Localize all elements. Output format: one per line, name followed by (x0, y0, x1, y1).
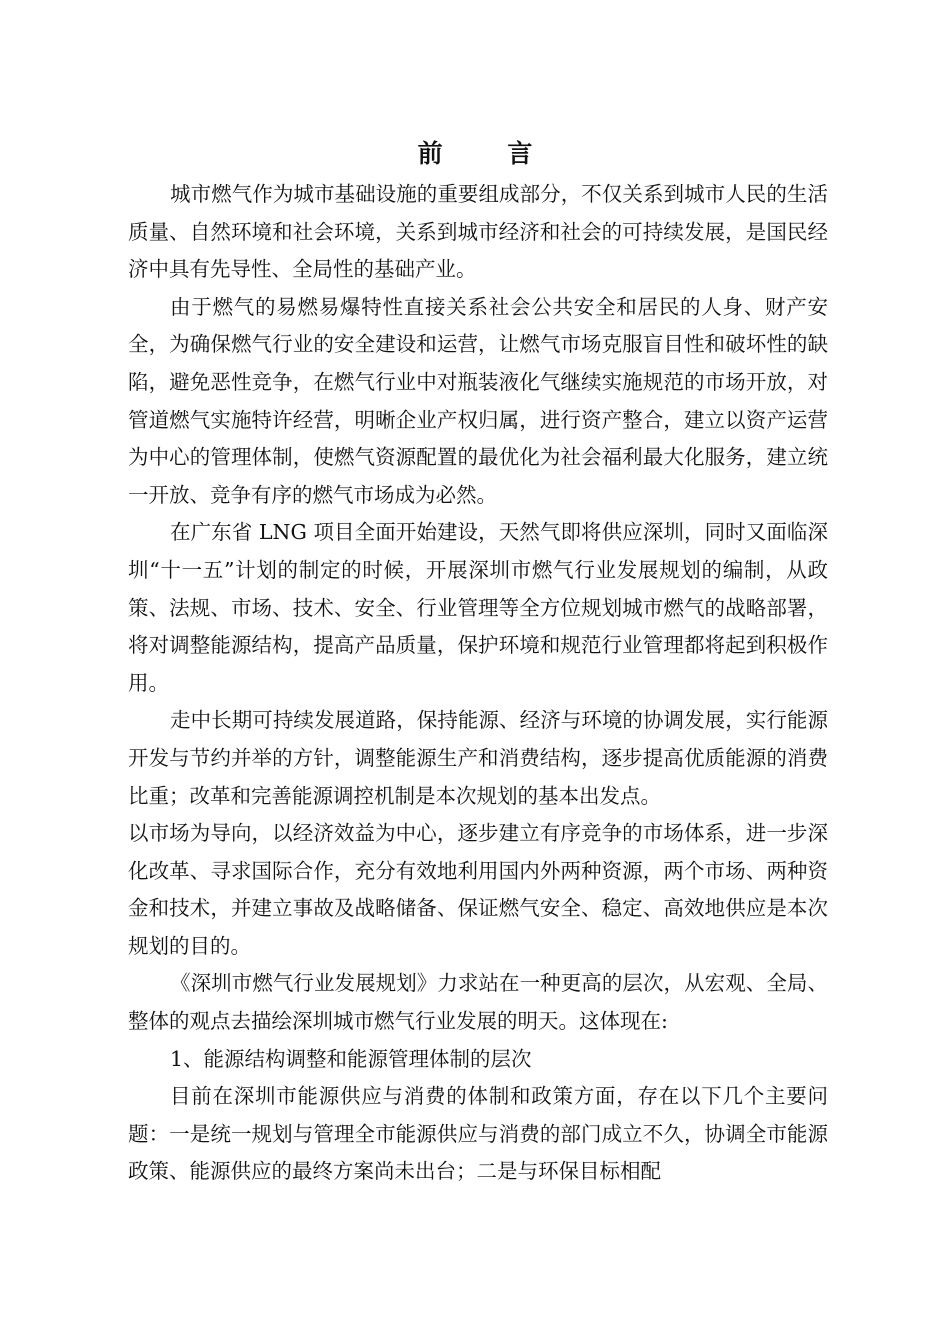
section-heading: 1、能源结构调整和能源管理体制的层次 (170, 1046, 532, 1071)
paragraph-issues: 目前在深圳市能源供应与消费的体制和政策方面，存在以下几个主要问题：一是统一规划与管理全市能源供应与消费的部门成立不久，协调全市能源政策、能源供应的最终方案尚未出台；二是与环保目标相配 (128, 1084, 828, 1184)
body-text (128, 176, 828, 1191)
paragraph-safety: 由于燃气的易燃易爆特性直接关系社会公共安全和居民的人身、财产安全，为确保燃气行业的安全建设和运营，让燃气市场克服盲目性和破坏性的缺陷，避免恶性竞争，在燃气行业中对瓶装液化气继续实施规范的市场开放，对管道燃气实施特许经营，明晰企业产权归属，进行资产整合，建立以资产运营为中心的管理体制，使燃气资源配置的最优化为社会福利最大化服务，建立统一开放、竞争有序的燃气市场成为必然。 (128, 294, 828, 507)
paragraph-intro: 城市燃气作为城市基础设施的重要组成部分，不仅关系到城市人民的生活质量、自然环境和社会环境，关系到城市经济和社会的可持续发展，是国民经济中具有先导性、全局性的基础产业。 (128, 182, 828, 282)
paragraph-market: 以市场为导向，以经济效益为中心，逐步建立有序竞争的市场体系，进一步深化改革、寻求国际合作，充分有效地利用国内外两种资源，两个市场、两种资金和技术，并建立事故及战略储备、保证燃气安全、稳定、高效地供应是本次规划的目的。 (128, 821, 828, 958)
page-title: 前 言 (417, 139, 561, 168)
paragraph-plan: 《深圳市燃气行业发展规划》力求站在一种更高的层次，从宏观、全局、整体的观点去描绘深圳城市燃气行业发展的明天。这体现在: (128, 971, 828, 1034)
paragraph-strategy: 走中长期可持续发展道路，保持能源、经济与环境的协调发展，实行能源开发与节约并举的方针，调整能源生产和消费结构，逐步提高优质能源的消费比重；改革和完善能源调控机制是本次规划的基本出发点。 (128, 708, 828, 808)
paragraph-lng: 在广东省 LNG 项目全面开始建设，天然气即将供应深圳，同时又面临深圳“十一五”计划的制定的时候，开展深圳市燃气行业发展规划的编制，从政策、法规、市场、技术、安全、行业管理等全方位规划城市燃气的战略部署，将对调整能源结构，提高产品质量，保护环境和规范行业管理都将起到积极作用。 (128, 520, 828, 695)
